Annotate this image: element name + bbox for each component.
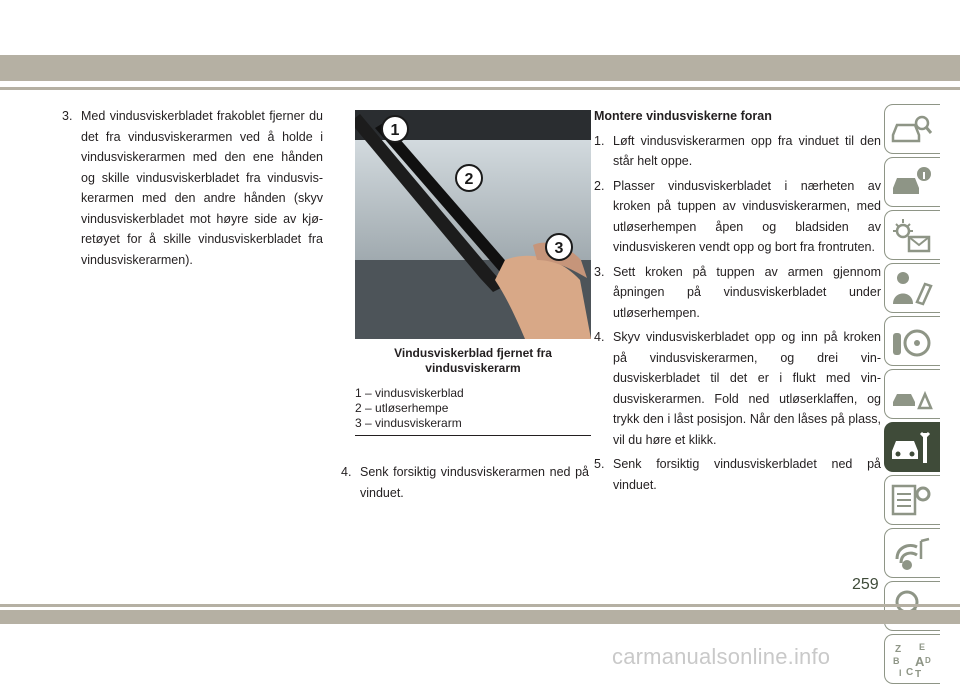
section-heading: Montere vindusviskerne foran	[594, 109, 772, 123]
svg-text:E: E	[919, 642, 926, 652]
car-wrench-icon	[889, 427, 933, 467]
legend-item: 2 – utløserhempe	[355, 401, 449, 415]
step-text: Plasser vindusviskerbladet i nærheten av kroken på tuppen av vindusviskerarmen, med utløserhempen åpen og bladsiden av vindusviskeren vendt opp og bort fra frontruten.	[613, 178, 881, 254]
step-number: 5.	[594, 457, 605, 471]
svg-text:Z: Z	[895, 644, 902, 655]
step-number: 4.	[594, 330, 605, 344]
step-number: 3.	[594, 264, 605, 279]
step-text: Senk forsiktig vindusviskerarmen ned på vinduet.	[360, 465, 589, 500]
instruction-step	[62, 106, 323, 270]
step-number: 4.	[341, 465, 352, 479]
tab-index[interactable]	[884, 634, 940, 684]
tab-emergency[interactable]	[884, 369, 940, 419]
svg-text:T: T	[915, 669, 922, 679]
step-number: 3.	[62, 109, 73, 123]
checklist-gear-icon	[889, 480, 933, 520]
instruction-step	[341, 462, 589, 503]
legend-item: 3 – vindusviskerarm	[355, 416, 462, 430]
instruction-step	[594, 176, 881, 258]
footer-rule	[0, 604, 960, 607]
wiper-photo	[355, 110, 591, 339]
tab-vehicle-info[interactable]	[884, 157, 940, 207]
tab-servicing-maintenance[interactable]	[884, 422, 940, 472]
car-info-icon	[889, 162, 933, 202]
caption-line: Vindusviskerblad fjernet fra	[394, 346, 552, 360]
tab-safety[interactable]	[884, 316, 940, 366]
tab-instrument-panel[interactable]	[884, 210, 940, 260]
header-band	[0, 55, 960, 81]
callout-label: 3	[554, 240, 564, 257]
step-text: Skyv vindusviskerbladet opp og inn på kroken på vindusviskerarmen, og drei vindusviskerbladet til det er i flukt med vindusviskerarmen. Fold ned utløserklaffen, og trykk den i låst posisjon. Når den låses på plass, vil du høre et klikk.	[613, 330, 881, 447]
svg-text:A: A	[915, 654, 925, 669]
step-text: Sett kroken på tuppen av armen gjennom åpningen på vindusviskerbladet under utløserhempen.	[613, 264, 881, 320]
figure-caption	[355, 346, 591, 376]
car-search-icon	[889, 109, 933, 149]
step-text: Løft vindusviskerarmen opp fra vinduet til den står helt oppe.	[613, 133, 881, 168]
instruction-step	[594, 262, 881, 324]
instruction-step	[594, 454, 881, 495]
svg-text:B: B	[893, 656, 900, 666]
figure-legend	[355, 386, 591, 431]
tab-technical-specs[interactable]	[884, 475, 940, 525]
tab-getting-to-know-vehicle[interactable]	[884, 104, 940, 154]
warning-light-message-icon	[889, 215, 933, 255]
callout-label: 1	[390, 122, 400, 139]
watermark-text: carmanualsonline.info	[612, 644, 831, 669]
callout-2	[456, 165, 482, 191]
step-text: Senk forsiktig vindusviskerbladet ned på vinduet.	[613, 457, 881, 492]
callout-label: 2	[464, 171, 474, 188]
legend-rule	[355, 435, 591, 436]
svg-text:C: C	[906, 667, 914, 678]
multimedia-icon	[889, 533, 933, 573]
step-number: 2.	[594, 178, 605, 193]
tab-multimedia[interactable]	[884, 528, 940, 578]
footer-band	[0, 610, 960, 624]
instruction-step	[594, 131, 881, 172]
header-rule	[0, 87, 960, 90]
left-column	[62, 106, 323, 274]
step-text: Med vindusviskerbladet frakoblet fjerner du det fra vindusviskerarmen ved å holde i vindusviskerarmen med den ene hånden og skille vindusviskerbladet fra vindusviskerarmen med den andre hånden (skyv vindusviskerbladet mot høyre side av kjøretøyet for å skille vindusviskerbladet fra vindusviskerarmen).	[81, 109, 323, 267]
callout-3	[546, 234, 572, 260]
svg-text:D: D	[925, 656, 931, 665]
alphabet-index-icon	[889, 639, 933, 679]
right-column	[594, 106, 881, 499]
instruction-step	[594, 327, 881, 450]
safety-steering-wheel-icon	[889, 321, 933, 361]
legend-item: 1 – vindusviskerblad	[355, 386, 464, 400]
middle-column	[341, 462, 589, 507]
tab-starting-driving[interactable]	[884, 263, 940, 313]
callout-1	[382, 116, 408, 142]
car-warning-triangle-icon	[889, 374, 933, 414]
step-number: 1.	[594, 133, 605, 148]
page-number: 259	[852, 576, 879, 593]
svg-text:I: I	[899, 668, 902, 678]
caption-line: vindusviskerarm	[425, 361, 521, 375]
driver-assist-icon	[889, 268, 933, 308]
